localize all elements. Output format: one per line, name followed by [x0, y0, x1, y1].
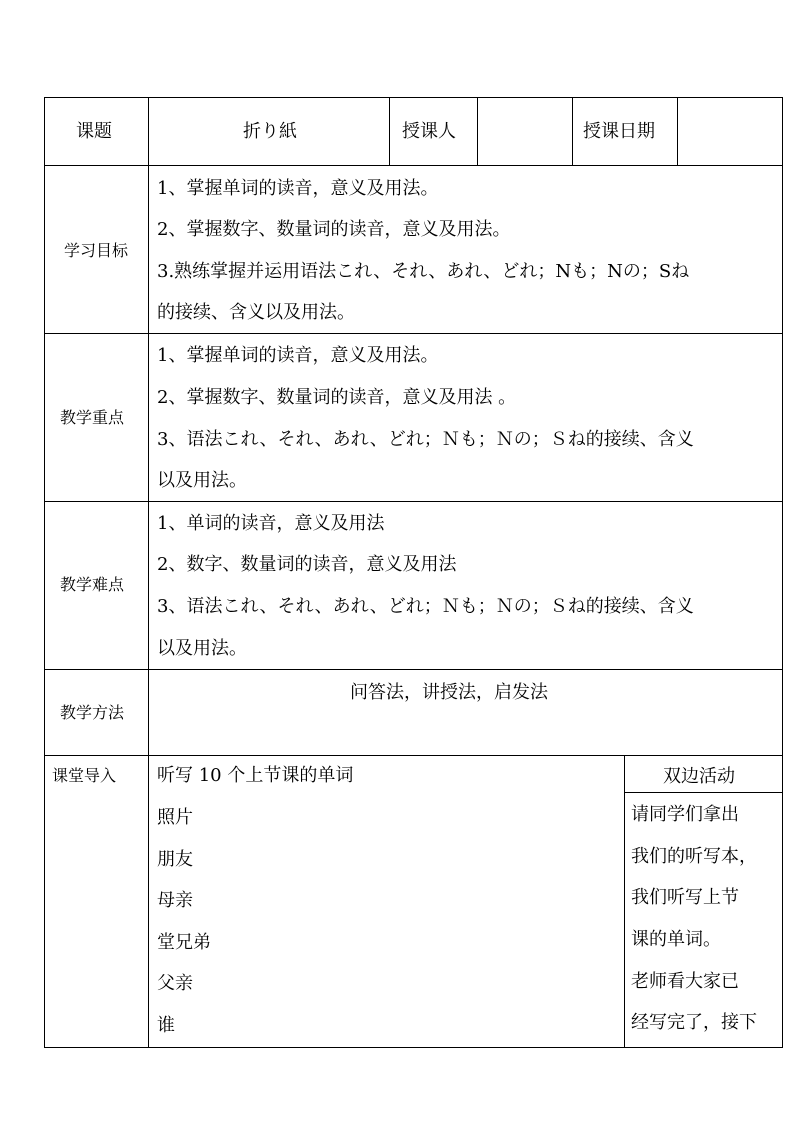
row-divider — [44, 669, 783, 670]
activity-line: 请同学们拿出 — [631, 804, 739, 825]
key-point-line: 2、掌握数字、数量词的读音，意义及用法 。 — [157, 387, 517, 408]
intro-line: 堂兄弟 — [157, 932, 211, 953]
intro-label: 课堂导入 — [52, 766, 117, 785]
intro-line: 谁 — [157, 1015, 175, 1036]
key-point-line: 以及用法。 — [157, 470, 247, 491]
methods-label: 教学方法 — [60, 703, 125, 722]
objective-line: 3.熟练掌握并运用语法これ、それ、あれ、どれ；Nも；Nの；Sね — [157, 261, 690, 282]
intro-line: 朋友 — [157, 849, 193, 870]
header-divider — [677, 97, 678, 166]
header-divider — [572, 97, 573, 166]
label-column-divider — [148, 97, 149, 1048]
table-border-left — [44, 97, 45, 1048]
intro-line: 父亲 — [157, 973, 193, 994]
header-divider — [389, 97, 390, 166]
difficulty-line: 2、数字、数量词的读音，意义及用法 — [157, 554, 457, 575]
methods-value: 问答法，讲授法，启发法 — [350, 682, 548, 703]
activity-header: 双边活动 — [663, 766, 735, 787]
intro-line: 母亲 — [157, 890, 193, 911]
table-border-right — [782, 97, 783, 1048]
difficulties-label: 教学难点 — [60, 575, 125, 594]
intro-line: 听写 10 个上节课的单词 — [157, 765, 354, 786]
difficulty-line: 3、语法これ、それ、あれ、どれ；Ｎも；Ｎの；Ｓね的接续、含义 — [157, 596, 694, 617]
table-border-bottom — [44, 1047, 783, 1048]
activity-line: 经写完了，接下 — [631, 1012, 757, 1033]
row-divider — [44, 165, 783, 166]
activity-column-divider — [624, 755, 625, 1048]
topic-value: 折り紙 — [243, 121, 297, 142]
activity-line: 课的单词。 — [631, 929, 721, 950]
header-divider — [477, 97, 478, 166]
difficulty-line: 以及用法。 — [157, 638, 247, 659]
key-point-line: 1、掌握单词的读音，意义及用法。 — [157, 345, 439, 366]
key-point-line: 3、语法これ、それ、あれ、どれ；Ｎも；Ｎの；Ｓね的接续、含义 — [157, 429, 694, 450]
objective-line: 1、掌握单词的读音，意义及用法。 — [157, 178, 439, 199]
topic-label: 课题 — [76, 121, 112, 142]
objectives-label: 学习目标 — [64, 241, 129, 260]
intro-line: 照片 — [157, 807, 193, 828]
teacher-label: 授课人 — [402, 121, 456, 142]
row-divider — [44, 755, 783, 756]
table-border-top — [44, 97, 783, 98]
objective-line: 的接续、含义以及用法。 — [157, 302, 355, 323]
date-label: 授课日期 — [583, 121, 655, 142]
activity-line: 我们听写上节 — [631, 887, 739, 908]
activity-line: 我们的听写本， — [631, 846, 757, 867]
objective-line: 2、掌握数字、数量词的读音，意义及用法。 — [157, 219, 511, 240]
key-points-label: 教学重点 — [60, 408, 125, 427]
activity-header-divider — [624, 792, 783, 793]
row-divider — [44, 333, 783, 334]
activity-line: 老师看大家已 — [631, 971, 739, 992]
row-divider — [44, 501, 783, 502]
difficulty-line: 1、单词的读音，意义及用法 — [157, 513, 385, 534]
